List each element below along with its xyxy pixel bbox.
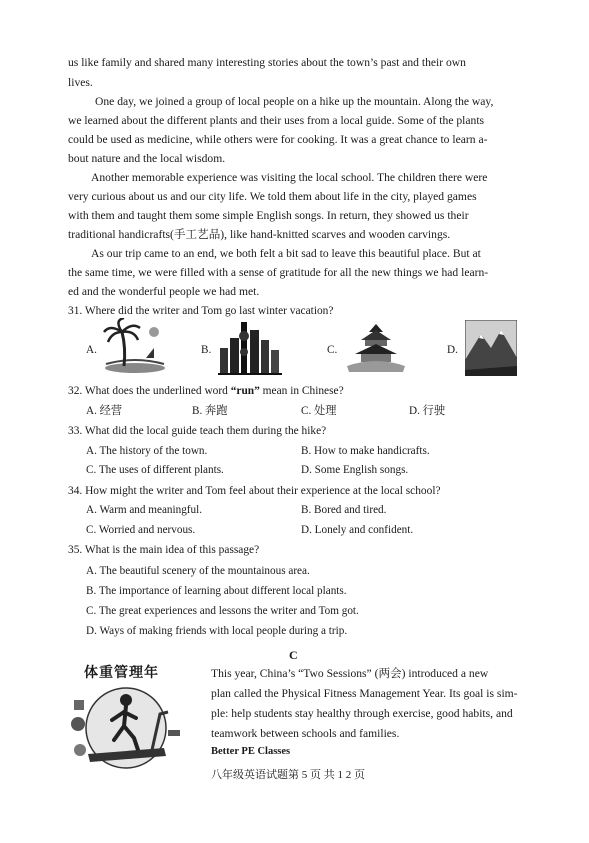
- treadmill-runner-icon: [68, 684, 184, 772]
- passage-line-4: we learned about the different plants and their uses from a local guide. Some of the plants: [68, 114, 485, 127]
- passage-line-3: One day, we joined a group of local people on a hike up the mountain. Along the way,: [95, 95, 494, 108]
- q34-option-d[interactable]: D. Lonely and confident.: [301, 524, 414, 536]
- q35-option-d[interactable]: D. Ways of making friends with local people during a trip.: [86, 625, 348, 637]
- question-32: [68, 384, 344, 398]
- q34-option-b[interactable]: B. Bored and tired.: [301, 504, 387, 516]
- palm-beach-icon: [102, 318, 168, 374]
- passage-c-line-1: This year, China’s “Two Sessions” (两会) introduced a new: [211, 667, 489, 680]
- question-33: 33. What did the local guide teach them during the hike?: [68, 425, 327, 437]
- q33-option-b[interactable]: B. How to make handicrafts.: [301, 445, 430, 457]
- passage-line-8: very curious about us and our city life. We told them about life in the city, played games: [68, 190, 477, 203]
- q32-stem-suffix: mean in Chinese?: [259, 385, 344, 397]
- passage-line-11: As our trip came to an end, we both felt a bit sad to leave this beautiful place. But at: [91, 247, 481, 260]
- question-34: 34. How might the writer and Tom feel about their experience at the local school?: [68, 485, 441, 497]
- q35-option-c[interactable]: C. The great experiences and lessons the writer and Tom got.: [86, 605, 359, 617]
- passage-line-10: traditional handicrafts(手工艺品), like hand-knitted scarves and wooden carvings.: [68, 228, 451, 241]
- passage-line-13: ed and the wonderful people we had met.: [68, 285, 260, 298]
- passage-c-line-4: teamwork between schools and families.: [211, 727, 400, 740]
- q35-option-a[interactable]: A. The beautiful scenery of the mountainous area.: [86, 565, 310, 577]
- q31-option-a[interactable]: A.: [86, 344, 97, 356]
- q33-option-c[interactable]: C. The uses of different plants.: [86, 464, 224, 476]
- passage-c-line-2: plan called the Physical Fitness Management Year. Its goal is sim-: [211, 687, 518, 700]
- q32-stem-prefix: 32. What does the underlined word: [68, 385, 231, 397]
- q33-option-a[interactable]: A. The history of the town.: [86, 445, 208, 457]
- passage-line-12: the same time, we were filled with a sense of gratitude for all the new things we had learn-: [68, 266, 489, 279]
- passage-line-9: with them and taught them some simple English songs. In return, they showed us their: [68, 209, 469, 222]
- passage-line-6: bout nature and the local wisdom.: [68, 152, 226, 165]
- q32-option-a[interactable]: A. 经营: [86, 405, 123, 417]
- question-31: 31. Where did the writer and Tom go last winter vacation?: [68, 305, 334, 317]
- q32-option-d[interactable]: D. 行驶: [409, 405, 446, 417]
- passage-c-line-3: ple: help students stay healthy through exercise, good habits, and: [211, 707, 513, 720]
- temple-of-heaven-icon: [343, 322, 409, 374]
- passage-line-7: Another memorable experience was visiting the local school. The children there were: [91, 171, 488, 184]
- page-footer: 八年级英语试题第 5 页 共 1 2 页: [211, 769, 365, 781]
- question-35: 35. What is the main idea of this passage?: [68, 544, 260, 556]
- q31-option-c[interactable]: C.: [327, 344, 338, 356]
- mountain-icon: [465, 320, 517, 376]
- passage-line-1: us like family and shared many interesting stories about the town’s past and their own: [68, 56, 466, 69]
- q35-option-b[interactable]: B. The importance of learning about different local plants.: [86, 585, 347, 597]
- q34-option-a[interactable]: A. Warm and meaningful.: [86, 504, 203, 516]
- passage-line-5: could be used as medicine, while others were for cooking. It was a great chance to learn a-: [68, 133, 488, 146]
- q32-option-c[interactable]: C. 处理: [301, 405, 337, 417]
- q31-option-b[interactable]: B.: [201, 344, 212, 356]
- passage-line-2: lives.: [68, 76, 93, 89]
- city-skyline-icon: [218, 318, 282, 376]
- subheading: Better PE Classes: [211, 746, 291, 757]
- q31-option-d[interactable]: D.: [447, 344, 458, 356]
- q32-keyword: “run”: [230, 385, 260, 397]
- section-label: C: [289, 648, 298, 662]
- q34-option-c[interactable]: C. Worried and nervous.: [86, 524, 196, 536]
- q32-option-b[interactable]: B. 奔跑: [192, 405, 228, 417]
- q33-option-d[interactable]: D. Some English songs.: [301, 464, 409, 476]
- fitness-year-logo-title: 体重管理年: [84, 665, 159, 681]
